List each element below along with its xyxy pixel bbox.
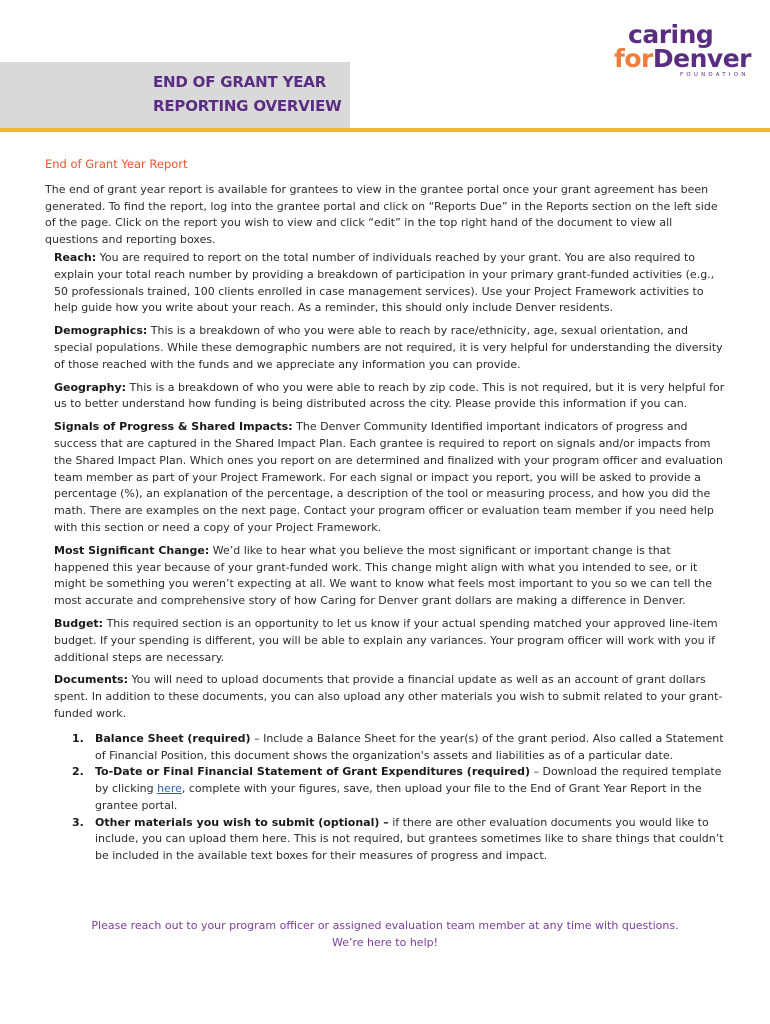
item-text: This is a breakdown of who you were able to reach by race/ethnicity, age, sexual orientation, and special populations. While these demographic numbers are not required, it is very helpful for understanding the diversity of those reached with the funds and we appreciate any information you can provide. bbox=[54, 324, 723, 371]
footer-line1: Please reach out to your program officer or assigned evaluation team member at any time with questions. bbox=[91, 919, 679, 932]
list-item-text: if there are other evaluation documents you would like to include, you can upload them here. This is not required, but grantees sometimes like to share things that couldn’t be included in the available text boxes for their measures of progress and impact. bbox=[95, 815, 724, 863]
document-body bbox=[45, 156, 725, 865]
documents-list bbox=[45, 731, 725, 865]
item-label: Documents: bbox=[54, 673, 128, 687]
list-item-text-after: , complete with your figures, save, then upload your file to the End of Grant Year Report in the grantee portal. bbox=[95, 782, 702, 812]
intro-paragraph: The end of grant year report is available for grantees to view in the grantee portal once your grant agreement has been generated. To find the report, log into the grantee portal and click on “Reports Due” in the Reports section on the left side of the page. Click on the report you wish to view and click “edit” in the top right hand of the document to view all questions and reporting boxes. bbox=[45, 182, 718, 247]
list-number: 1. bbox=[72, 731, 84, 745]
list-item-label: Other materials you wish to submit (optional) – bbox=[95, 815, 389, 829]
list-item-balance-sheet bbox=[45, 731, 725, 765]
list-item-label: To-Date or Final Financial Statement of Grant Expenditures (required) bbox=[95, 765, 530, 779]
logo-caring: caring bbox=[628, 20, 714, 49]
item-budget bbox=[54, 616, 725, 666]
item-text: We’d like to hear what you believe the most significant or important change is that happened this year because of your grant-funded work. This change might align with what you intended to see, or it might be something you weren’t expecting at all. We want to know what feels most important to you so we can tell the most accurate and comprehensive story of how Caring for Denver grant dollars are making a difference in Denver. bbox=[54, 543, 713, 608]
item-text: You will need to upload documents that provide a financial update as well as an account of grant dollars spent. In addition to these documents, you can also upload any other materials you wish to submit related to your grant-funded work. bbox=[54, 673, 723, 720]
logo-for-denver bbox=[614, 44, 751, 74]
item-documents bbox=[54, 672, 725, 722]
header-divider bbox=[0, 128, 770, 132]
item-label: Reach: bbox=[54, 250, 97, 264]
item-label: Signals of Progress & Shared Impacts: bbox=[54, 420, 293, 434]
item-text: You are required to report on the total number of individuals reached by your grant. You are also required to explain your total reach number by providing a breakdown of participation in your primary grant-funded activities (e.g., 50 professionals trained, 100 clients enrolled in case management services). Use your Project Framework activities to help guide how you write about your reach. As a reminder, this should only include Denver residents. bbox=[54, 250, 715, 315]
list-number: 2. bbox=[72, 765, 84, 779]
logo-foundation: FOUNDATION bbox=[680, 72, 749, 78]
item-demographics bbox=[54, 323, 725, 373]
template-download-link[interactable]: here bbox=[157, 782, 182, 796]
logo-for: for bbox=[614, 44, 653, 73]
list-item-text: – Include a Balance Sheet for the year(s) of the grant period. Also called a Statement of Financial Position, this document shows the organization's assets and liabilities as of a particular date. bbox=[95, 731, 724, 762]
footer-line2: We’re here to help! bbox=[331, 936, 439, 949]
list-number: 3. bbox=[72, 815, 84, 829]
item-text: The Denver Community Identified important indicators of progress and success that are captured in the Shared Impact Plan. Each grantee is required to report on signals and/or impacts from the Shared Impact Plan. Which ones you report on are determined and finalized with your program officer and evaluation team member as part of your Project Framework. For each signal or impact you report, you will be asked to provide a percentage (%), an explanation of the percentage, a description of the tool or measuring process, and how you did the math. There are examples on the next page. Contact your program officer or evaluation team member if you need help with this section or need a copy of your Project Framework. bbox=[54, 420, 723, 534]
item-label: Geography: bbox=[54, 380, 127, 394]
section-heading: End of Grant Year Report bbox=[45, 157, 188, 171]
page-title-line2: REPORTING OVERVIEW bbox=[153, 97, 342, 115]
item-signals-of-progress bbox=[54, 419, 725, 537]
logo-denver: Denver bbox=[652, 44, 751, 73]
item-reach bbox=[54, 250, 725, 317]
footer-note bbox=[0, 917, 770, 951]
item-label: Budget: bbox=[54, 616, 104, 630]
caring-for-denver-logo bbox=[612, 20, 757, 80]
item-text: This required section is an opportunity to let us know if your actual spending matched your approved line-item budget. If your spending is different, you will be able to explain any variances. Your program officer will work with you if additional steps are necessary. bbox=[54, 616, 718, 664]
list-item-other-materials bbox=[45, 815, 725, 865]
item-most-significant-change bbox=[54, 543, 725, 610]
list-item-financial-statement bbox=[45, 764, 725, 814]
list-item-text-before: – Download the required template by clicking bbox=[95, 765, 722, 796]
item-label: Demographics: bbox=[54, 324, 148, 338]
item-text: This is a breakdown of who you were able to reach by zip code. This is not required, but it is very helpful for us to better understand how funding is being distributed across the city. Please provide this information if you can. bbox=[54, 380, 725, 411]
item-geography bbox=[54, 380, 725, 414]
item-label: Most Significant Change: bbox=[54, 543, 210, 557]
list-item-label: Balance Sheet (required) bbox=[95, 731, 251, 745]
page-title bbox=[153, 70, 341, 118]
page-title-line1: END OF GRANT YEAR bbox=[153, 73, 327, 91]
